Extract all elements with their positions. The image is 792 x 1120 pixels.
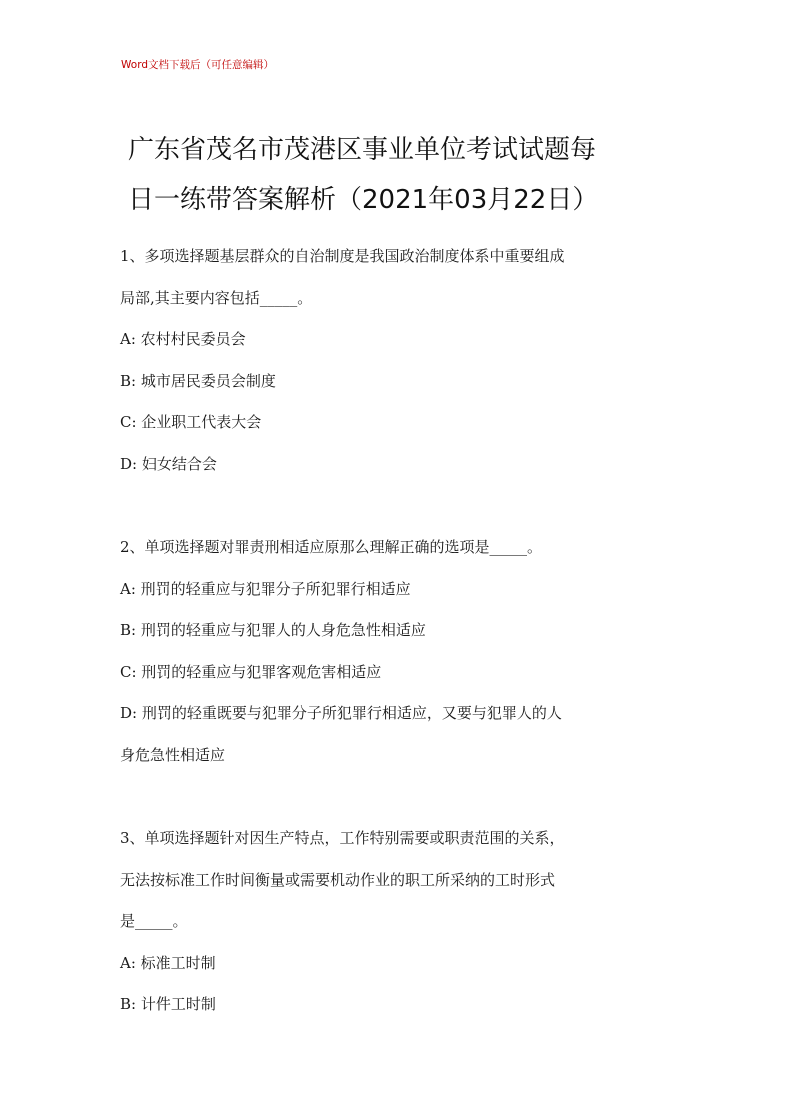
question-spacer [120,786,680,828]
question-spacer [120,495,680,537]
question-list [120,246,680,1036]
answer-option-continuation: 身危急性相适应 [120,745,226,764]
question-stem-line: 局部,其主要内容包括_____。 [120,288,313,307]
question-2 [120,537,680,765]
header-note: Word文档下载后（可任意编辑） [121,59,274,71]
question-1 [120,246,680,474]
question-stem-line: 3、单项选择题针对因生产特点，工作特别需要或职责范围的关系， [120,829,565,847]
answer-option: A: 标准工时制 [120,953,216,972]
question-stem-line: 是_____。 [120,912,188,930]
question-stem-line: 无法按标准工作时间衡量或需要机动作业的职工所采纳的工时形式 [120,870,556,889]
title-line-1: 广东省茂名市茂港区事业单位考试试题每 [128,135,597,165]
document-title [128,125,688,225]
answer-option: B: 计件工时制 [120,995,216,1013]
question-stem-line: 1、多项选择题基层群众的自治制度是我国政治制度体系中重要组成 [120,247,565,265]
question-stem-line: 2、单项选择题对罪责刑相适应原那么理解正确的选项是_____。 [120,538,543,556]
answer-option: D: 刑罚的轻重既要与犯罪分子所犯罪行相适应，又要与犯罪人的人 [120,704,562,722]
answer-option: C: 企业职工代表大会 [120,413,262,431]
question-3 [120,828,680,1014]
answer-option: A: 刑罚的轻重应与犯罪分子所犯罪行相适应 [120,579,411,598]
answer-option: D: 妇女结合会 [120,454,217,473]
answer-option: C: 刑罚的轻重应与犯罪客观危害相适应 [120,662,382,681]
title-line-2: 日一练带答案解析（2021年03月22日） [128,185,599,215]
answer-option: A: 农村村民委员会 [120,330,246,348]
answer-option: B: 刑罚的轻重应与犯罪人的人身危急性相适应 [120,621,426,639]
answer-option: B: 城市居民委员会制度 [120,371,276,390]
